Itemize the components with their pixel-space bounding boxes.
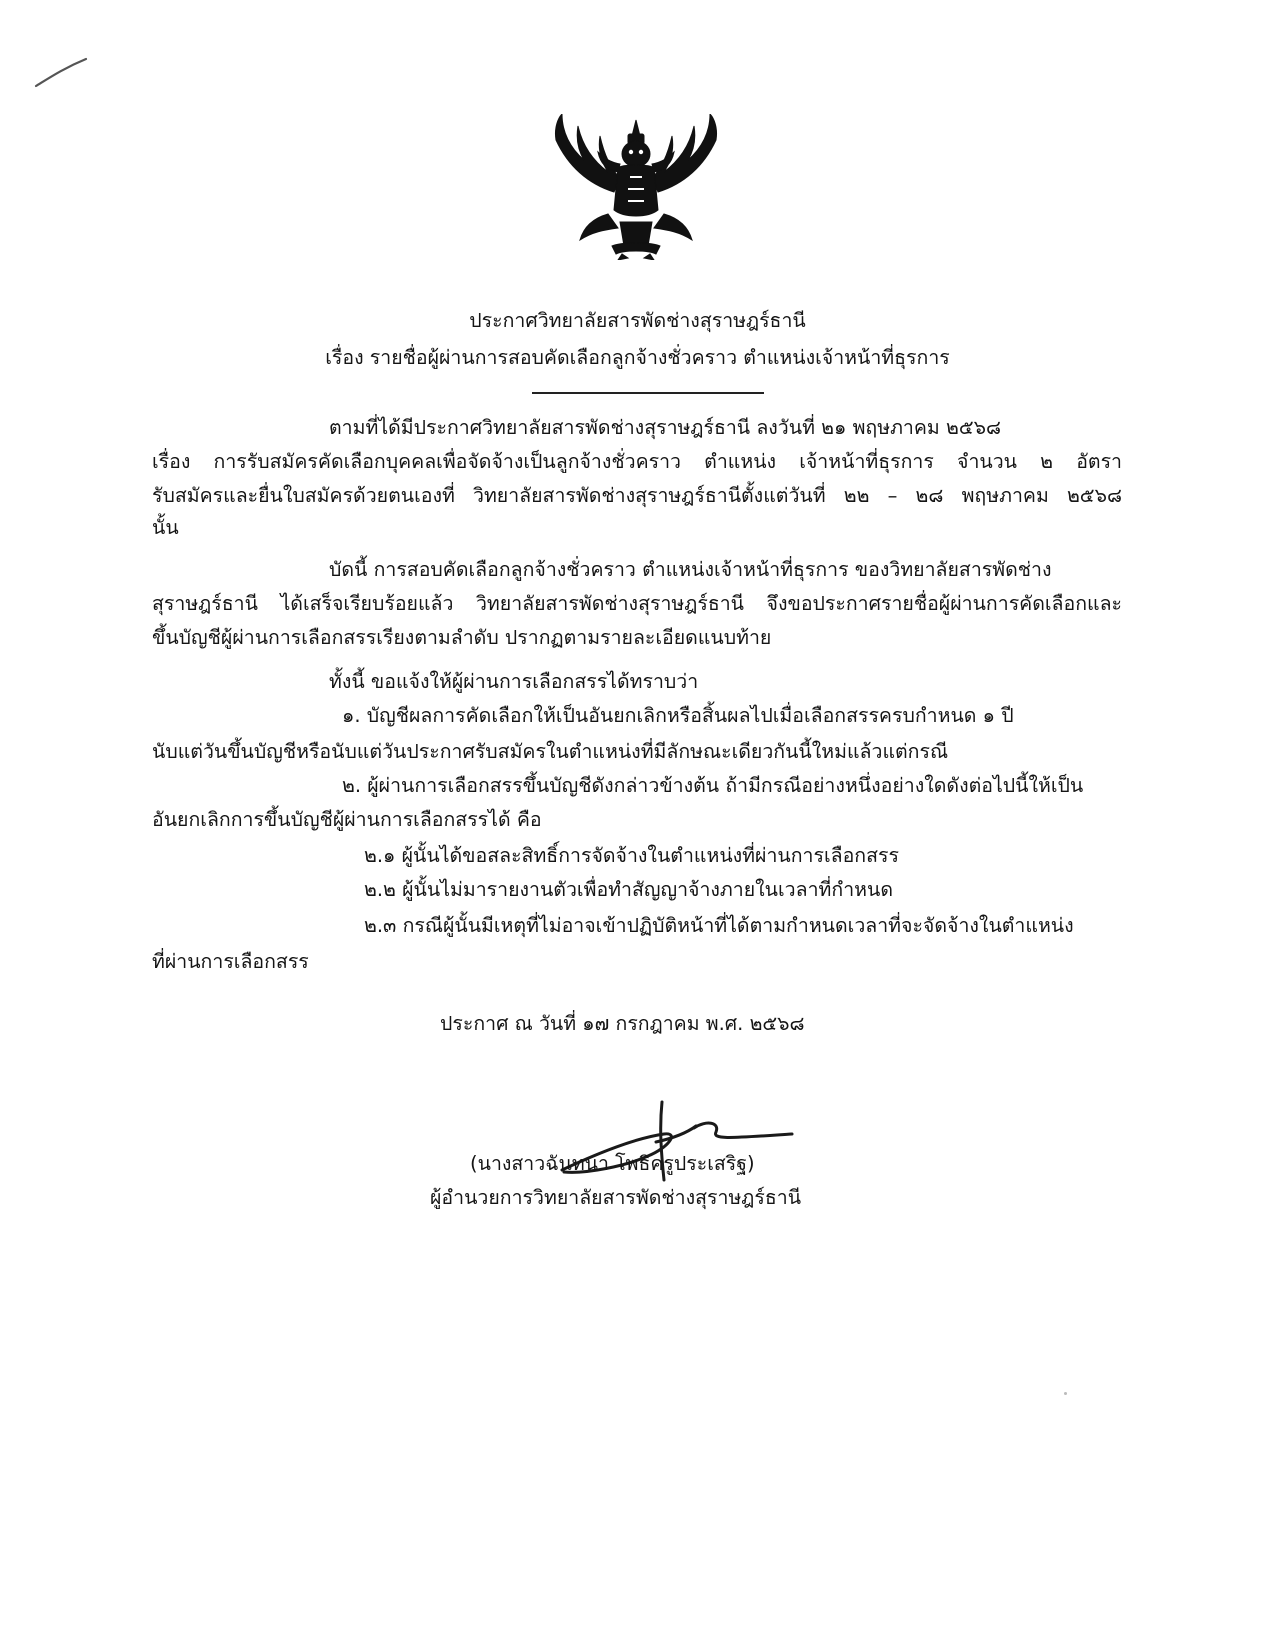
para3-intro: ทั้งนี้ ขอแจ้งให้ผู้ผ่านการเลือกสรรได้ทราบว่า bbox=[329, 670, 699, 693]
para1-line1: ตามที่ได้มีประกาศวิทยาลัยสารพัดช่างสุราษฎร์ธานี ลงวันที่ ๒๑ พฤษภาคม ๒๕๖๘ bbox=[329, 416, 1002, 439]
para1-line2: เรื่อง การรับสมัครคัดเลือกบุคคลเพื่อจัดจ้างเป็นลูกจ้างชั่วคราว ตำแหน่ง เจ้าหน้าที่ธุรการ จำนวน ๒ อัตรา bbox=[152, 450, 1122, 473]
para2-line2: สุราษฎร์ธานี ได้เสร็จเรียบร้อยแล้ว วิทยาลัยสารพัดช่างสุราษฎร์ธานี จึงขอประกาศรายชื่อผู้ผ่านการคัดเลือกและ bbox=[152, 592, 1122, 615]
subject-line: เรื่อง รายชื่อผู้ผ่านการสอบคัดเลือกลูกจ้างชั่วคราว ตำแหน่งเจ้าหน้าที่ธุรการ bbox=[325, 346, 950, 369]
clause-2: ๒. ผู้ผ่านการเลือกสรรขึ้นบัญชีดังกล่าวข้างต้น ถ้ามีกรณีอย่างหนึ่งอย่างใดดังต่อไปนี้ให้เป็น bbox=[342, 774, 1084, 797]
clause-1: ๑. บัญชีผลการคัดเลือกให้เป็นอันยกเลิกหรือสิ้นผลไปเมื่อเลือกสรรครบกำหนด ๑ ปี bbox=[342, 704, 1014, 727]
para1-line4: นั้น bbox=[152, 516, 179, 539]
scan-speck bbox=[1064, 1392, 1067, 1395]
para2-line1: บัดนี้ การสอบคัดเลือกลูกจ้างชั่วคราว ตำแหน่งเจ้าหน้าที่ธุรการ ของวิทยาลัยสารพัดช่าง bbox=[329, 558, 1052, 581]
clause-2-3: ๒.๓ กรณีผู้นั้นมีเหตุที่ไม่อาจเข้าปฏิบัติหน้าที่ได้ตามกำหนดเวลาที่จะจัดจ้างในตำแหน่ง bbox=[364, 914, 1074, 937]
para1-line3: รับสมัครและยื่นใบสมัครด้วยตนเองที่ วิทยาลัยสารพัดช่างสุราษฎร์ธานีตั้งแต่วันที่ ๒๒ – ๒๘ พฤษภาคม ๒๕๖๘ bbox=[152, 484, 1122, 507]
clause-2-cont: อันยกเลิกการขึ้นบัญชีผู้ผ่านการเลือกสรรได้ คือ bbox=[152, 808, 542, 831]
para2-line3: ขึ้นบัญชีผู้ผ่านการเลือกสรรเรียงตามลำดับ ปรากฏตามรายละเอียดแนบท้าย bbox=[152, 626, 772, 649]
garuda-emblem bbox=[548, 114, 724, 260]
signatory-title: ผู้อำนวยการวิทยาลัยสารพัดช่างสุราษฎร์ธานี bbox=[430, 1186, 802, 1209]
clause-2-2: ๒.๒ ผู้นั้นไม่มารายงานตัวเพื่อทำสัญญาจ้างภายในเวลาที่กำหนด bbox=[364, 878, 893, 901]
clause-2-3-cont: ที่ผ่านการเลือกสรร bbox=[152, 950, 309, 973]
title-divider bbox=[532, 392, 764, 394]
announcement-date: ประกาศ ณ วันที่ ๑๗ กรกฎาคม พ.ศ. ๒๕๖๘ bbox=[440, 1012, 805, 1035]
clause-2-1: ๒.๑ ผู้นั้นได้ขอสละสิทธิ์การจัดจ้างในตำแหน่งที่ผ่านการเลือกสรร bbox=[364, 844, 899, 867]
pen-mark bbox=[34, 56, 90, 90]
org-title: ประกาศวิทยาลัยสารพัดช่างสุราษฎร์ธานี bbox=[469, 309, 806, 332]
signatory-name: (นางสาวฉันทนา โพธิครูประเสริฐ) bbox=[470, 1152, 755, 1175]
clause-1-cont: นับแต่วันขึ้นบัญชีหรือนับแต่วันประกาศรับสมัครในตำแหน่งที่มีลักษณะเดียวกันนี้ใหม่แล้วแต่กรณี bbox=[152, 740, 949, 763]
